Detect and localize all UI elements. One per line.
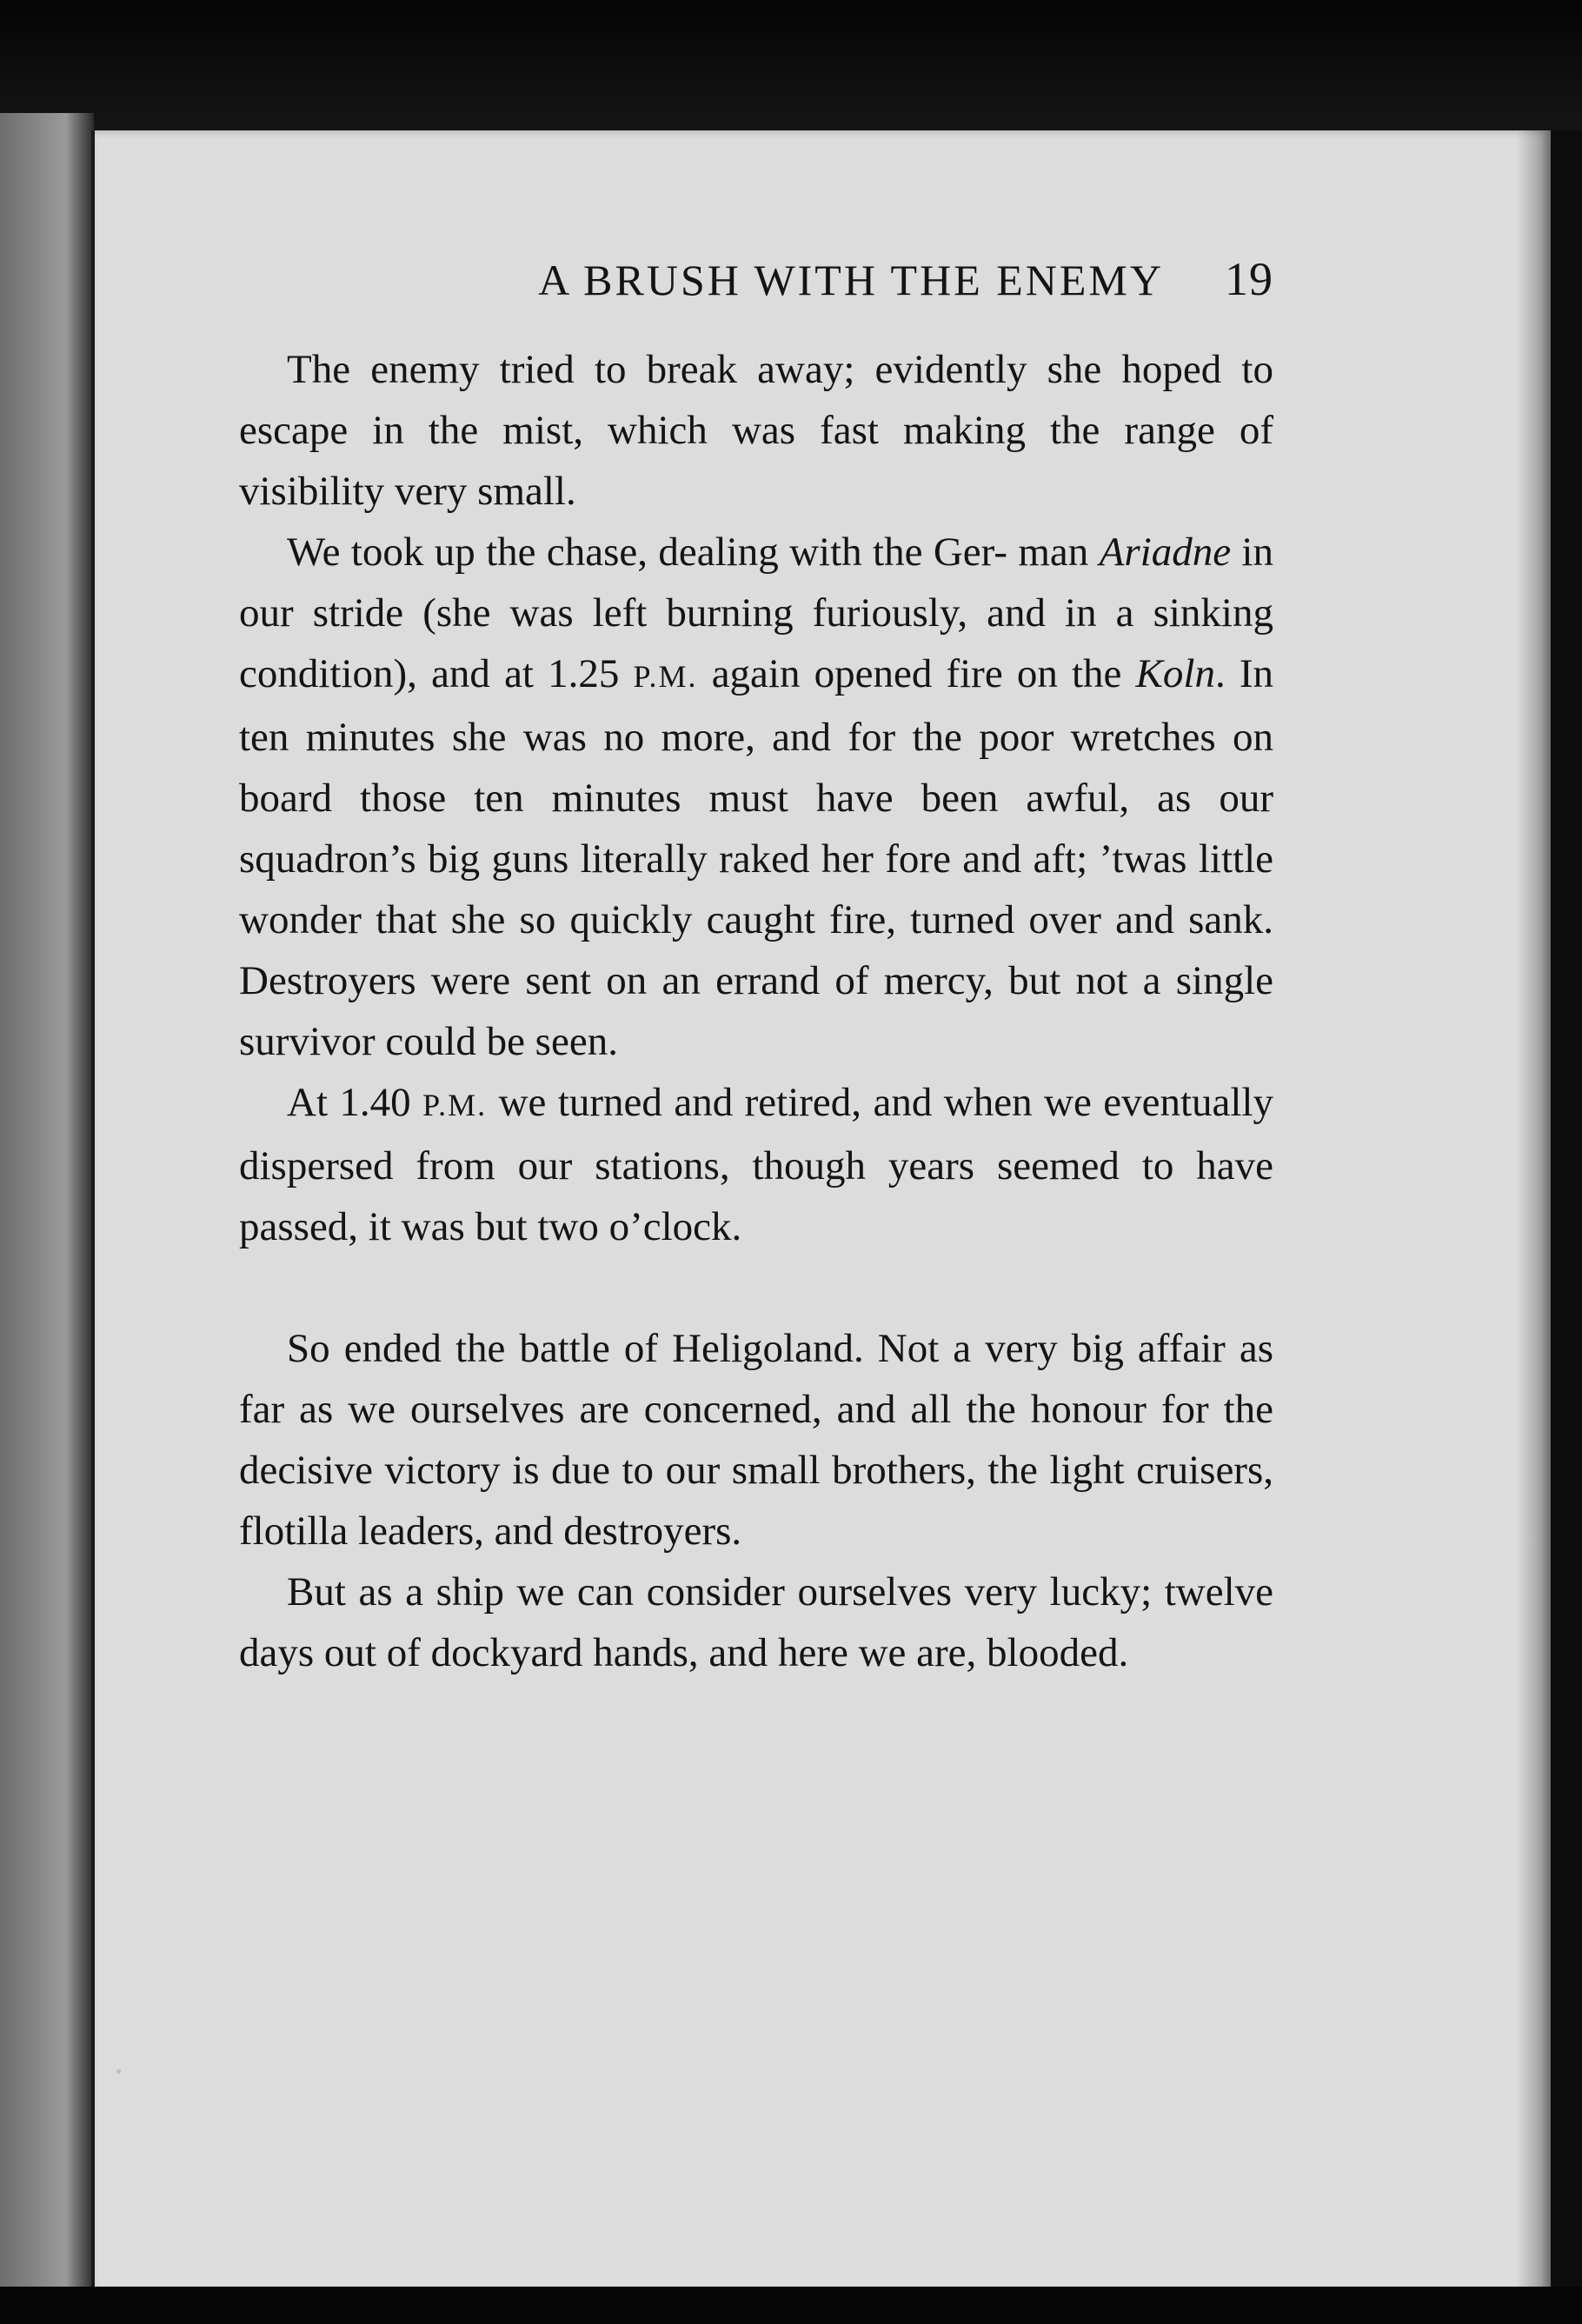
paper-speck [1529,1539,1532,1544]
facing-page-edge [0,113,94,2287]
scan-top-border [0,0,1582,130]
paragraph [239,339,1273,522]
page-number: 19 [1225,253,1273,305]
body-text [239,339,1273,1683]
text-run: in our stride (she was left burning furiously, and in a sinking condition), and at 1.25 [239,529,1273,696]
text-run: . In ten minutes she was no more, and for the poor wretches on board those ten minutes must have been awful, as our squadron’s big guns literally raked her fore and aft; ’twas little wonder that she so quickly caught fire, turned over and sank. Destroyers were sent on an errand of mercy, but not a single survivor could be seen. [239,651,1273,1064]
text-run: we turned and retired, and when we eventually dispersed from our stations, though years seemed to have passed, it was but two o’clock. [239,1080,1273,1249]
paragraph [239,1072,1273,1257]
page-gutter-shadow [1516,130,1551,2294]
italic-text: Koln [1135,651,1215,696]
text-run: again opened fire on the [697,651,1136,696]
running-header [239,252,1273,322]
scan-bottom-border [0,2287,1582,2324]
text-run: So ended the battle of Heligoland. Not a very big affair as far as we ourselves are concerned, and all the honour for the decisive victory is due to our small brothers, the light cruisers, flotilla leaders, and destroyers. [239,1326,1273,1554]
paper-speck [116,2069,121,2074]
text-run: The enemy tried to break away; evidently she hoped to escape in the mist, which was fast making the range of visibility very small. [239,347,1273,514]
paragraph [239,522,1273,1072]
small-caps-text: P.M. [633,659,698,694]
text-run: But as a ship we can consider ourselves very lucky; twelve days out of dockyard hands, and here we are, blooded. [239,1569,1273,1675]
paragraph [239,1318,1273,1562]
text-run: At 1.40 [287,1080,423,1125]
italic-text: Ariadne [1099,529,1232,575]
paragraph [239,1562,1273,1683]
small-caps-text: P.M. [422,1088,488,1122]
text-run: We took up the chase, dealing with the Ger- man [287,529,1100,575]
page-text-block [239,252,1273,1683]
running-title: A BRUSH WITH THE ENEMY [538,256,1164,304]
